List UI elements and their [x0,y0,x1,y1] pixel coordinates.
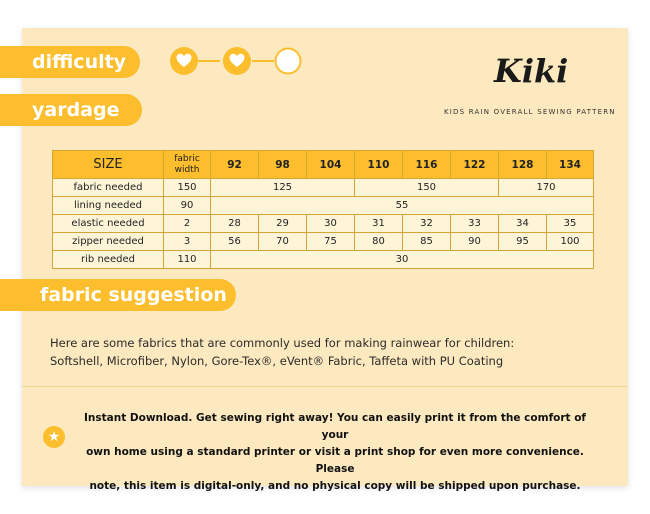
notice-line: Instant Download. Get sewing right away! You can easily print it from the comfort of your [84,412,586,441]
table-cell: 55 [211,197,594,215]
table-cell: 150 [355,179,499,197]
download-notice [76,410,594,495]
fabric-width-header [164,151,211,179]
table-cell: 28 [211,215,259,233]
table-cell: 75 [307,233,355,251]
table-cell: 100 [547,233,594,251]
table-cell: 33 [451,215,499,233]
brand-subtitle: KIDS RAIN OVERALL SEWING PATTERN [444,108,616,116]
fabric-width-cell: 90 [164,197,211,215]
fabric-width-cell: 150 [164,179,211,197]
table-cell: 70 [259,233,307,251]
size-column-header: 92 [211,151,259,179]
difficulty-label: difficulty [0,46,140,78]
table-cell: 31 [355,215,403,233]
table-row [53,233,594,251]
description-line: Softshell, Microfiber, Nylon, Gore-Tex®, eVent® Fabric, Taffeta with PU Coating [50,354,504,368]
heart-icon [170,47,198,75]
size-column-header: 134 [547,151,594,179]
row-label: zipper needed [53,233,164,251]
table-row [53,179,594,197]
fabric-width-cell: 3 [164,233,211,251]
table-cell: 80 [355,233,403,251]
size-column-header: 122 [451,151,499,179]
empty-rating-circle [276,49,301,74]
size-column-header: 128 [499,151,547,179]
fabric-description [50,334,514,370]
star-icon: ★ [43,426,65,448]
table-cell: 29 [259,215,307,233]
table-cell: 30 [211,251,594,269]
table-cell: 85 [403,233,451,251]
size-column-header: 98 [259,151,307,179]
notice-line: note, this item is digital-only, and no physical copy will be shipped upon purchase. [89,480,581,492]
row-label: lining needed [53,197,164,215]
row-label: rib needed [53,251,164,269]
heart-icon [223,47,251,75]
row-label: elastic needed [53,215,164,233]
size-column-header: 110 [355,151,403,179]
table-cell: 90 [451,233,499,251]
yardage-table [52,150,594,269]
description-line: Here are some fabrics that are commonly used for making rainwear for children: [50,336,515,350]
table-cell: 56 [211,233,259,251]
header-text: fabric [174,153,200,164]
size-column-header: 104 [307,151,355,179]
fabric-width-cell: 110 [164,251,211,269]
brand-logo: Kiki [494,52,569,90]
table-row [53,197,594,215]
header-text: width [174,164,200,175]
table-row [53,251,594,269]
table-cell: 35 [547,215,594,233]
row-label: fabric needed [53,179,164,197]
table-cell: 30 [307,215,355,233]
table-cell: 34 [499,215,547,233]
fabric-width-cell: 2 [164,215,211,233]
yardage-label: yardage [0,94,142,126]
size-header: SIZE [53,151,164,179]
notice-line: own home using a standard printer or visit a print shop for even more convenience. Please [86,446,584,475]
table-cell: 95 [499,233,547,251]
table-header-row [53,151,594,179]
size-column-header: 116 [403,151,451,179]
table-cell: 125 [211,179,355,197]
divider [22,386,628,387]
table-row [53,215,594,233]
difficulty-rating [168,45,308,77]
table-cell: 170 [499,179,594,197]
table-cell: 32 [403,215,451,233]
fabric-suggestion-label: fabric suggestion [0,279,236,311]
